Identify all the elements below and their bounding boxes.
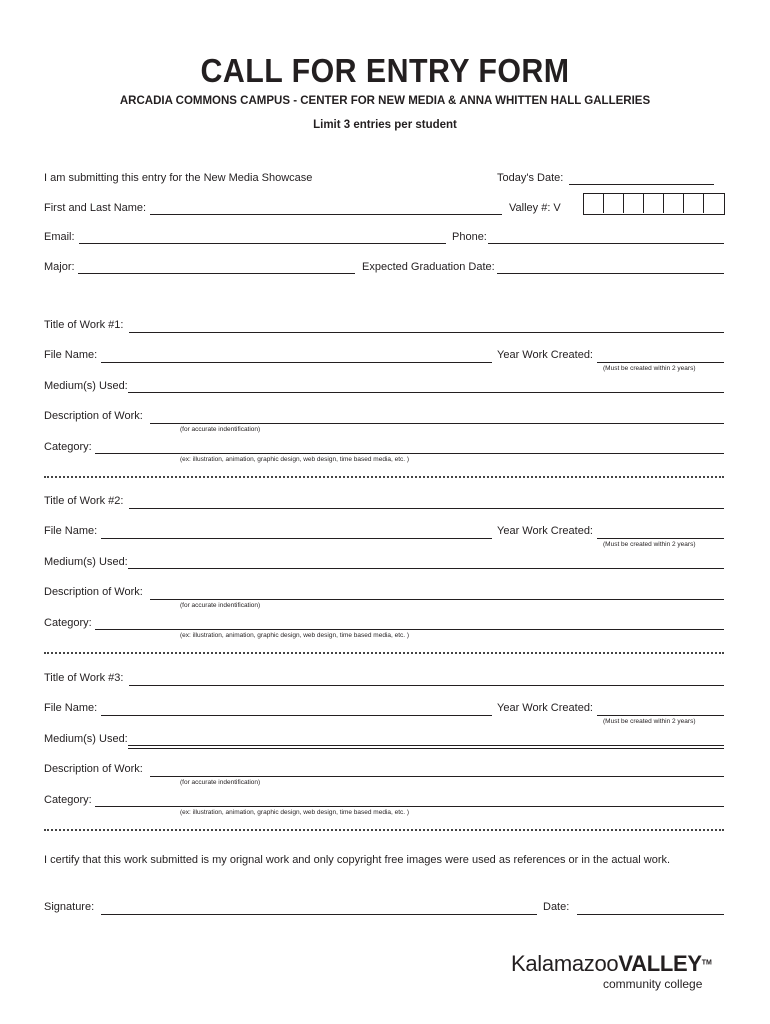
work-3-medium-label: Medium(s) Used: [44, 733, 128, 745]
work-1-category-label: Category: [44, 441, 92, 453]
page-subtitle: ARCADIA COMMONS CAMPUS - CENTER FOR NEW MEDIA & ANNA WHITTEN HALL GALLERIES [119, 95, 651, 107]
valley-digit-divider [603, 193, 604, 213]
college-logo [511, 951, 712, 977]
work-2-file-label: File Name: [44, 525, 98, 537]
date-label: Date: [543, 901, 570, 913]
work-2-medium-label: Medium(s) Used: [44, 556, 128, 568]
valley-digit-divider [643, 193, 644, 213]
major-label: Major: [44, 261, 75, 273]
work-3-category-field[interactable] [95, 806, 724, 807]
work-1-year-note: (Must be created within 2 years) [603, 365, 696, 372]
section-divider [44, 829, 724, 831]
major-field[interactable] [78, 273, 355, 274]
work-1-description-label: Description of Work: [44, 410, 143, 422]
logo-trademark: TM [701, 959, 712, 967]
date-field[interactable] [577, 914, 724, 915]
email-label: Email: [44, 231, 75, 243]
work-2-year-label: Year Work Created: [497, 525, 593, 537]
work-1-file-field[interactable] [101, 362, 492, 363]
work-1-year-label: Year Work Created: [497, 349, 593, 361]
signature-field[interactable] [101, 914, 537, 915]
work-1-file-label: File Name: [44, 349, 98, 361]
todays-date-field[interactable] [569, 184, 714, 185]
valley-digit-divider [703, 193, 704, 213]
valley-digit-divider [683, 193, 684, 213]
work-2-medium-field[interactable] [128, 568, 724, 569]
logo-wordmark-kalamazoo: Kalamazoo [511, 951, 619, 976]
work-3-medium-field-extra-line [128, 748, 724, 749]
phone-label: Phone: [452, 231, 487, 243]
work-3-title-field[interactable] [129, 685, 724, 686]
work-1-description-field[interactable] [150, 423, 724, 424]
graduation-date-field[interactable] [497, 273, 724, 274]
email-field[interactable] [79, 243, 446, 244]
work-2-category-note: (ex: illustration, animation, graphic design, web design, time based media, etc. ) [180, 632, 410, 639]
work-2-title-field[interactable] [129, 508, 724, 509]
work-2-file-field[interactable] [101, 538, 492, 539]
work-1-title-label: Title of Work #1: [44, 319, 124, 331]
work-1-category-note: (ex: illustration, animation, graphic design, web design, time based media, etc. ) [180, 456, 410, 463]
work-2-description-label: Description of Work: [44, 586, 143, 598]
certify-statement: I certify that this work submitted is my orignal work and only copyright free images were used as references or in the actual work. [44, 854, 671, 866]
work-2-category-label: Category: [44, 617, 92, 629]
name-label: First and Last Name: [44, 202, 147, 214]
work-3-title-label: Title of Work #3: [44, 672, 124, 684]
work-3-file-label: File Name: [44, 702, 98, 714]
entry-limit-note: Limit 3 entries per student [313, 119, 457, 131]
intro-text: I am submitting this entry for the New Media Showcase [44, 172, 313, 184]
name-field[interactable] [150, 214, 502, 215]
logo-wordmark-valley: VALLEY [618, 951, 702, 976]
section-divider [44, 476, 724, 478]
work-2-year-note: (Must be created within 2 years) [603, 541, 696, 548]
work-2-category-field[interactable] [95, 629, 724, 630]
work-1-year-field[interactable] [597, 362, 724, 363]
valley-digit-divider [623, 193, 624, 213]
work-2-title-label: Title of Work #2: [44, 495, 124, 507]
work-3-category-note: (ex: illustration, animation, graphic design, web design, time based media, etc. ) [180, 809, 410, 816]
work-3-description-label: Description of Work: [44, 763, 143, 775]
work-3-medium-field[interactable] [128, 745, 724, 746]
work-1-category-field[interactable] [95, 453, 724, 454]
work-3-file-field[interactable] [101, 715, 492, 716]
work-3-description-note: (for accurate indentification) [180, 779, 261, 786]
todays-date-label: Today's Date: [497, 172, 564, 184]
work-1-title-field[interactable] [129, 332, 724, 333]
work-3-year-label: Year Work Created: [497, 702, 593, 714]
section-divider [44, 652, 724, 654]
valley-digit-divider [663, 193, 664, 213]
logo-subline: community college [603, 977, 703, 991]
work-3-year-note: (Must be created within 2 years) [603, 718, 696, 725]
work-3-category-label: Category: [44, 794, 92, 806]
valley-number-label: Valley #: V [509, 202, 561, 214]
page-title: CALL FOR ENTRY FORM [200, 52, 570, 89]
work-2-description-note: (for accurate indentification) [180, 602, 261, 609]
work-1-medium-label: Medium(s) Used: [44, 380, 128, 392]
work-1-description-note: (for accurate indentification) [180, 426, 261, 433]
work-2-description-field[interactable] [150, 599, 724, 600]
graduation-date-label: Expected Graduation Date: [362, 261, 495, 273]
work-3-description-field[interactable] [150, 776, 724, 777]
work-2-year-field[interactable] [597, 538, 724, 539]
work-3-year-field[interactable] [597, 715, 724, 716]
signature-label: Signature: [44, 901, 95, 913]
work-1-medium-field[interactable] [128, 392, 724, 393]
phone-field[interactable] [488, 243, 724, 244]
